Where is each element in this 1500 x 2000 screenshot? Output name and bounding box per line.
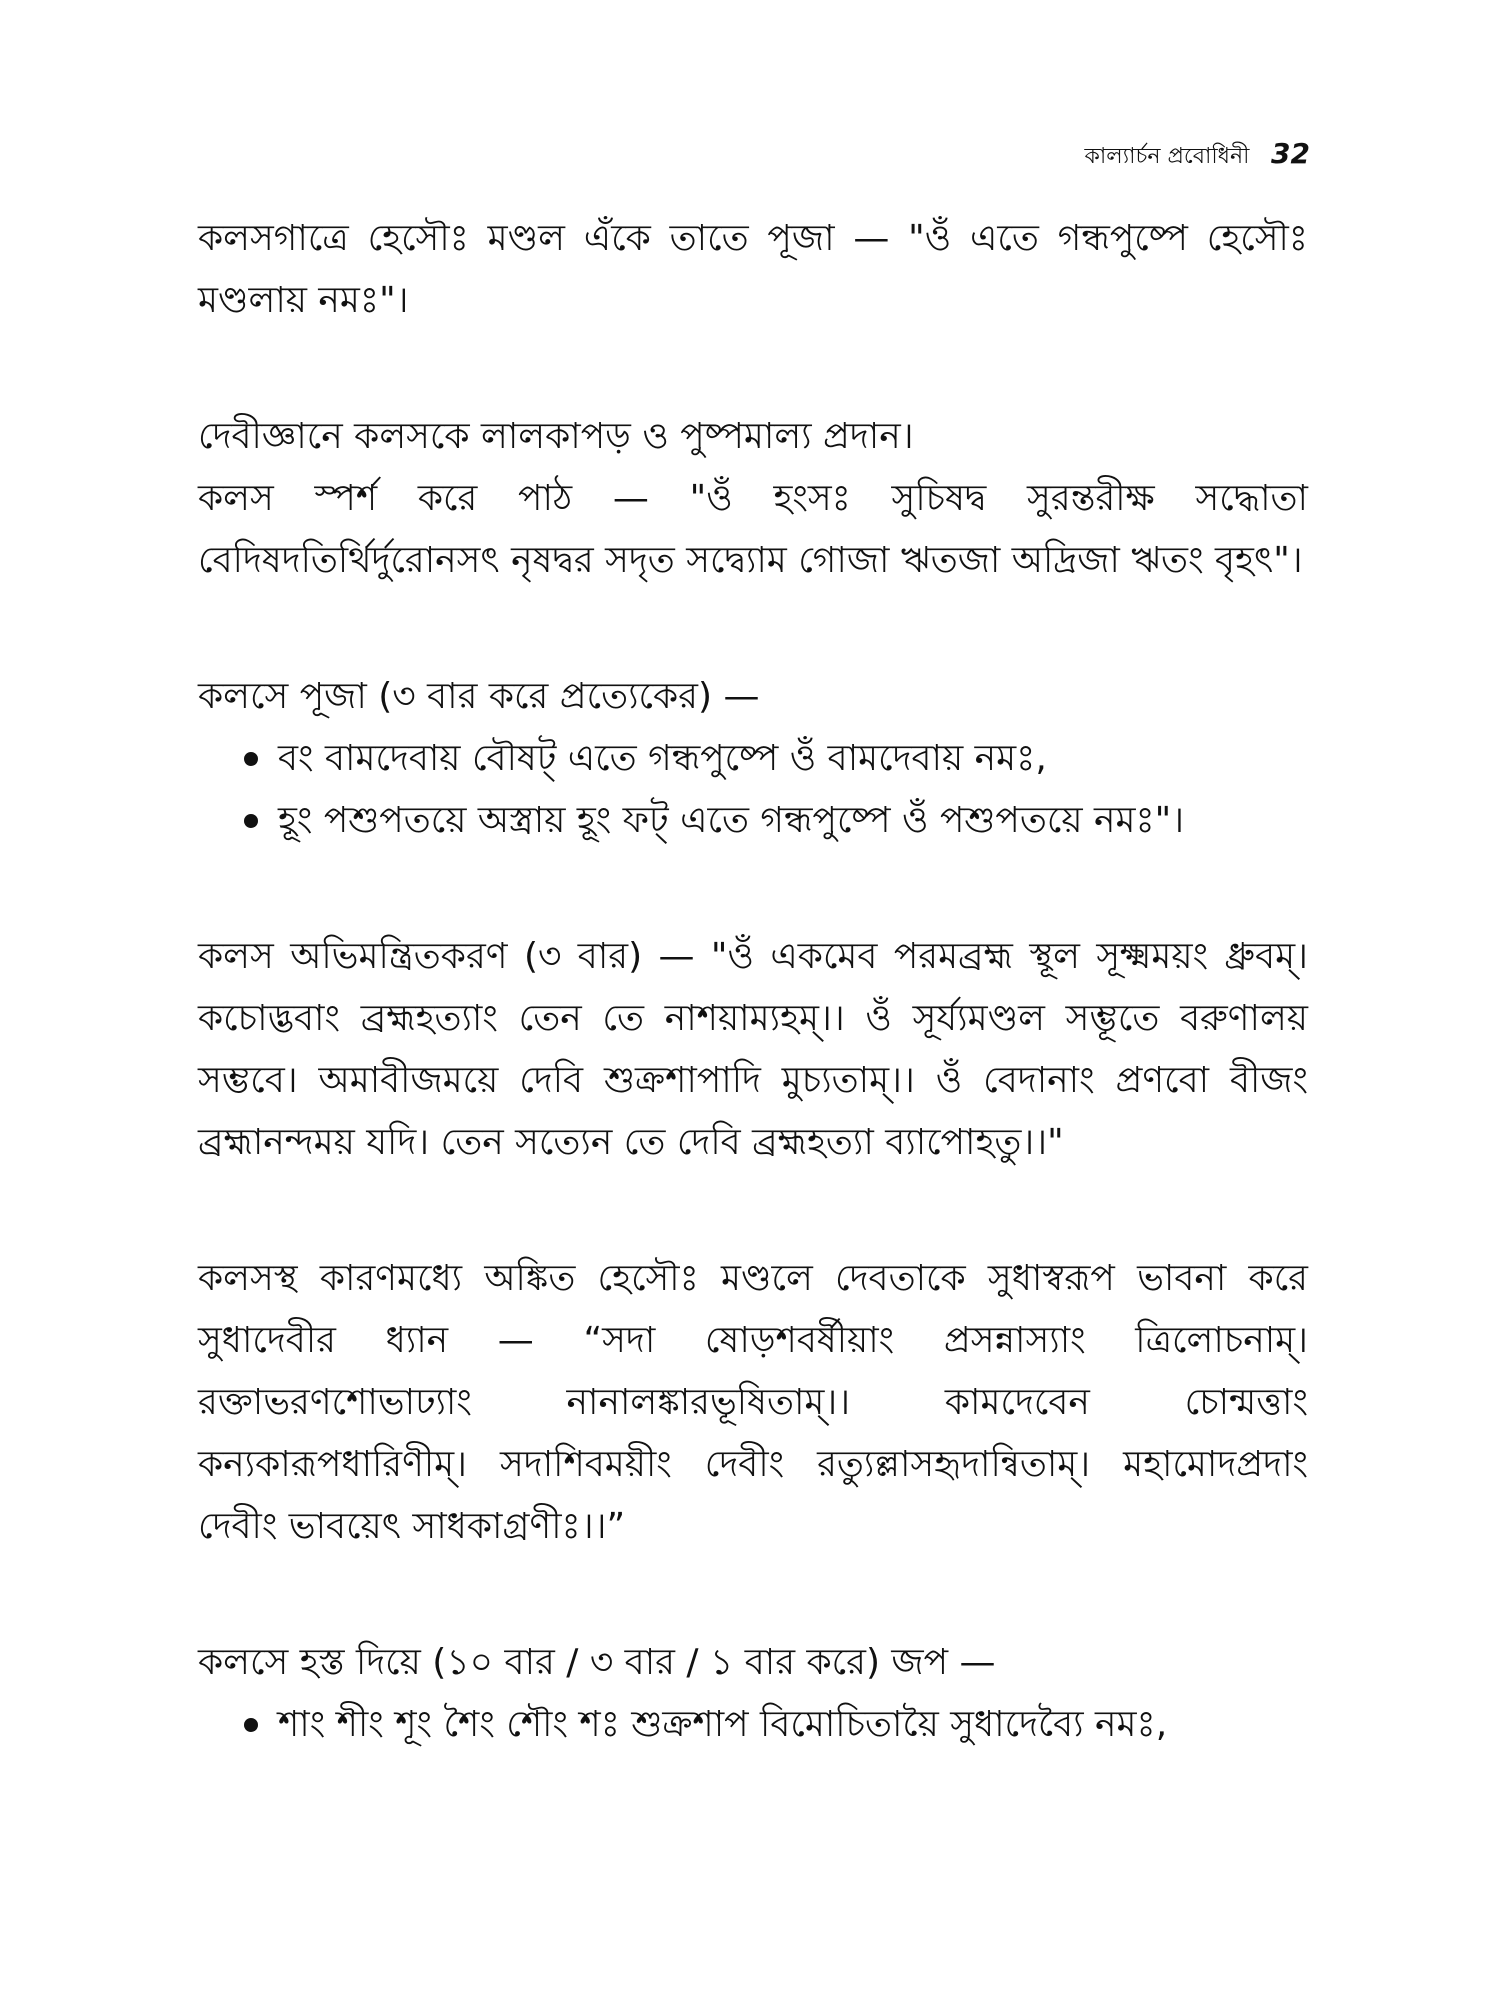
list-item (244, 728, 1308, 790)
paragraph-abhimantrita: কলস অভিমন্ত্রিতকরণ (৩ বার) — "ওঁ একমেব পরমব্রহ্ম স্থূল সূক্ষ্মময়ং ধ্রুবম্। কচোদ্ভবাং ব্রহ্মহত্যাং তেন তে নাশয়াম্যহম্।। ওঁ সূর্য্যমণ্ডল সম্ভূতে বরুণালয় সম্ভবে। অমাবীজময়ে দেবি শুক্রশাপাদি মুচ্যতাম্।। ওঁ বেদানাং প্রণবো বীজং ব্রহ্মানন্দময় যদি। তেন সত্যেন তে দেবি ব্রহ্মহত্যা ব্যাপোহতু।।" (198, 936, 1308, 1163)
book-title: কাল্যার্চন প্রবোধিনী (1084, 144, 1250, 169)
list-item-text: শাং শীং শূং শৈং শৌং শঃ শুক্রশাপ বিমোচিতায়ৈ সুধাদেব্যৈ নমঃ, (278, 1704, 1168, 1745)
section-gap (198, 1558, 1308, 1632)
paragraph-devi-gyane: দেবীজ্ঞানে কলসকে লালকাপড় ও পুষ্পমাল্য প্রদান। (198, 416, 914, 457)
heading-kalase-japa: কলসে হস্ত দিয়ে (১০ বার / ৩ বার / ১ বার করে) জপ — (198, 1642, 996, 1683)
heading-kalase-puja: কলসে পূজা (৩ বার করে প্রত্যেকের) — (198, 676, 760, 717)
list-item (244, 790, 1308, 852)
section-gap (198, 332, 1308, 406)
list-item (244, 1694, 1308, 1756)
section-gap (198, 592, 1308, 666)
page-body (198, 208, 1308, 1756)
section-gap (198, 852, 1308, 926)
list-item-text: বং বামদেবায় বৌষট্ এতে গন্ধপুষ্পে ওঁ বামদেবায় নমঃ, (278, 738, 1047, 779)
puja-bullet-list (198, 728, 1308, 852)
running-head (1085, 138, 1310, 173)
paragraph-kalas-sparsha: কলস স্পর্শ করে পাঠ — "ওঁ হংসঃ সুচিষদ্ব সুরন্তরীক্ষ সদ্ধোতা বেদিষদতির্থির্দুরোনসৎ নৃষদ্বর সদৃত সদ্ব্যোম গোজা ঋতজা অদ্রিজা ঋতং বৃহৎ"। (198, 478, 1308, 581)
section-gap (198, 1174, 1308, 1248)
japa-bullet-list (198, 1694, 1308, 1756)
paragraph-hesou-mandala: কলসগাত্রে হেসৌঃ মণ্ডল এঁকে তাতে পূজা — "ওঁ এতে গন্ধপুষ্পে হেসৌঃ মণ্ডলায় নমঃ"। (198, 218, 1308, 321)
page-number: 32 (1271, 137, 1310, 170)
bullet-icon (244, 752, 258, 766)
bullet-icon (244, 814, 258, 828)
bullet-icon (244, 1718, 258, 1732)
paragraph-sudhadevi-dhyan: কলসস্থ কারণমধ্যে অঙ্কিত হেসৌঃ মণ্ডলে দেবতাকে সুধাস্বরূপ ভাবনা করে সুধাদেবীর ধ্যান — “সদা ষোড়শবর্ষীয়াং প্রসন্নাস্যাং ত্রিলোচনাম্। রক্তাভরণশোভাঢ্যাং নানালঙ্কারভূষিতাম্।। কামদেবেন চোন্মত্তাং কন্যকারূপধারিণীম্। সদাশিবময়ীং দেবীং রত্যুল্লাসহৃদান্বিতাম্। মহামোদপ্রদাং দেবীং ভাবয়েৎ সাধকাগ্রণীঃ।।” (198, 1258, 1308, 1547)
list-item-text: হূং পশুপতয়ে অস্ত্রায় হূং ফট্ এতে গন্ধপুষ্পে ওঁ পশুপতয়ে নমঃ"। (278, 800, 1185, 841)
